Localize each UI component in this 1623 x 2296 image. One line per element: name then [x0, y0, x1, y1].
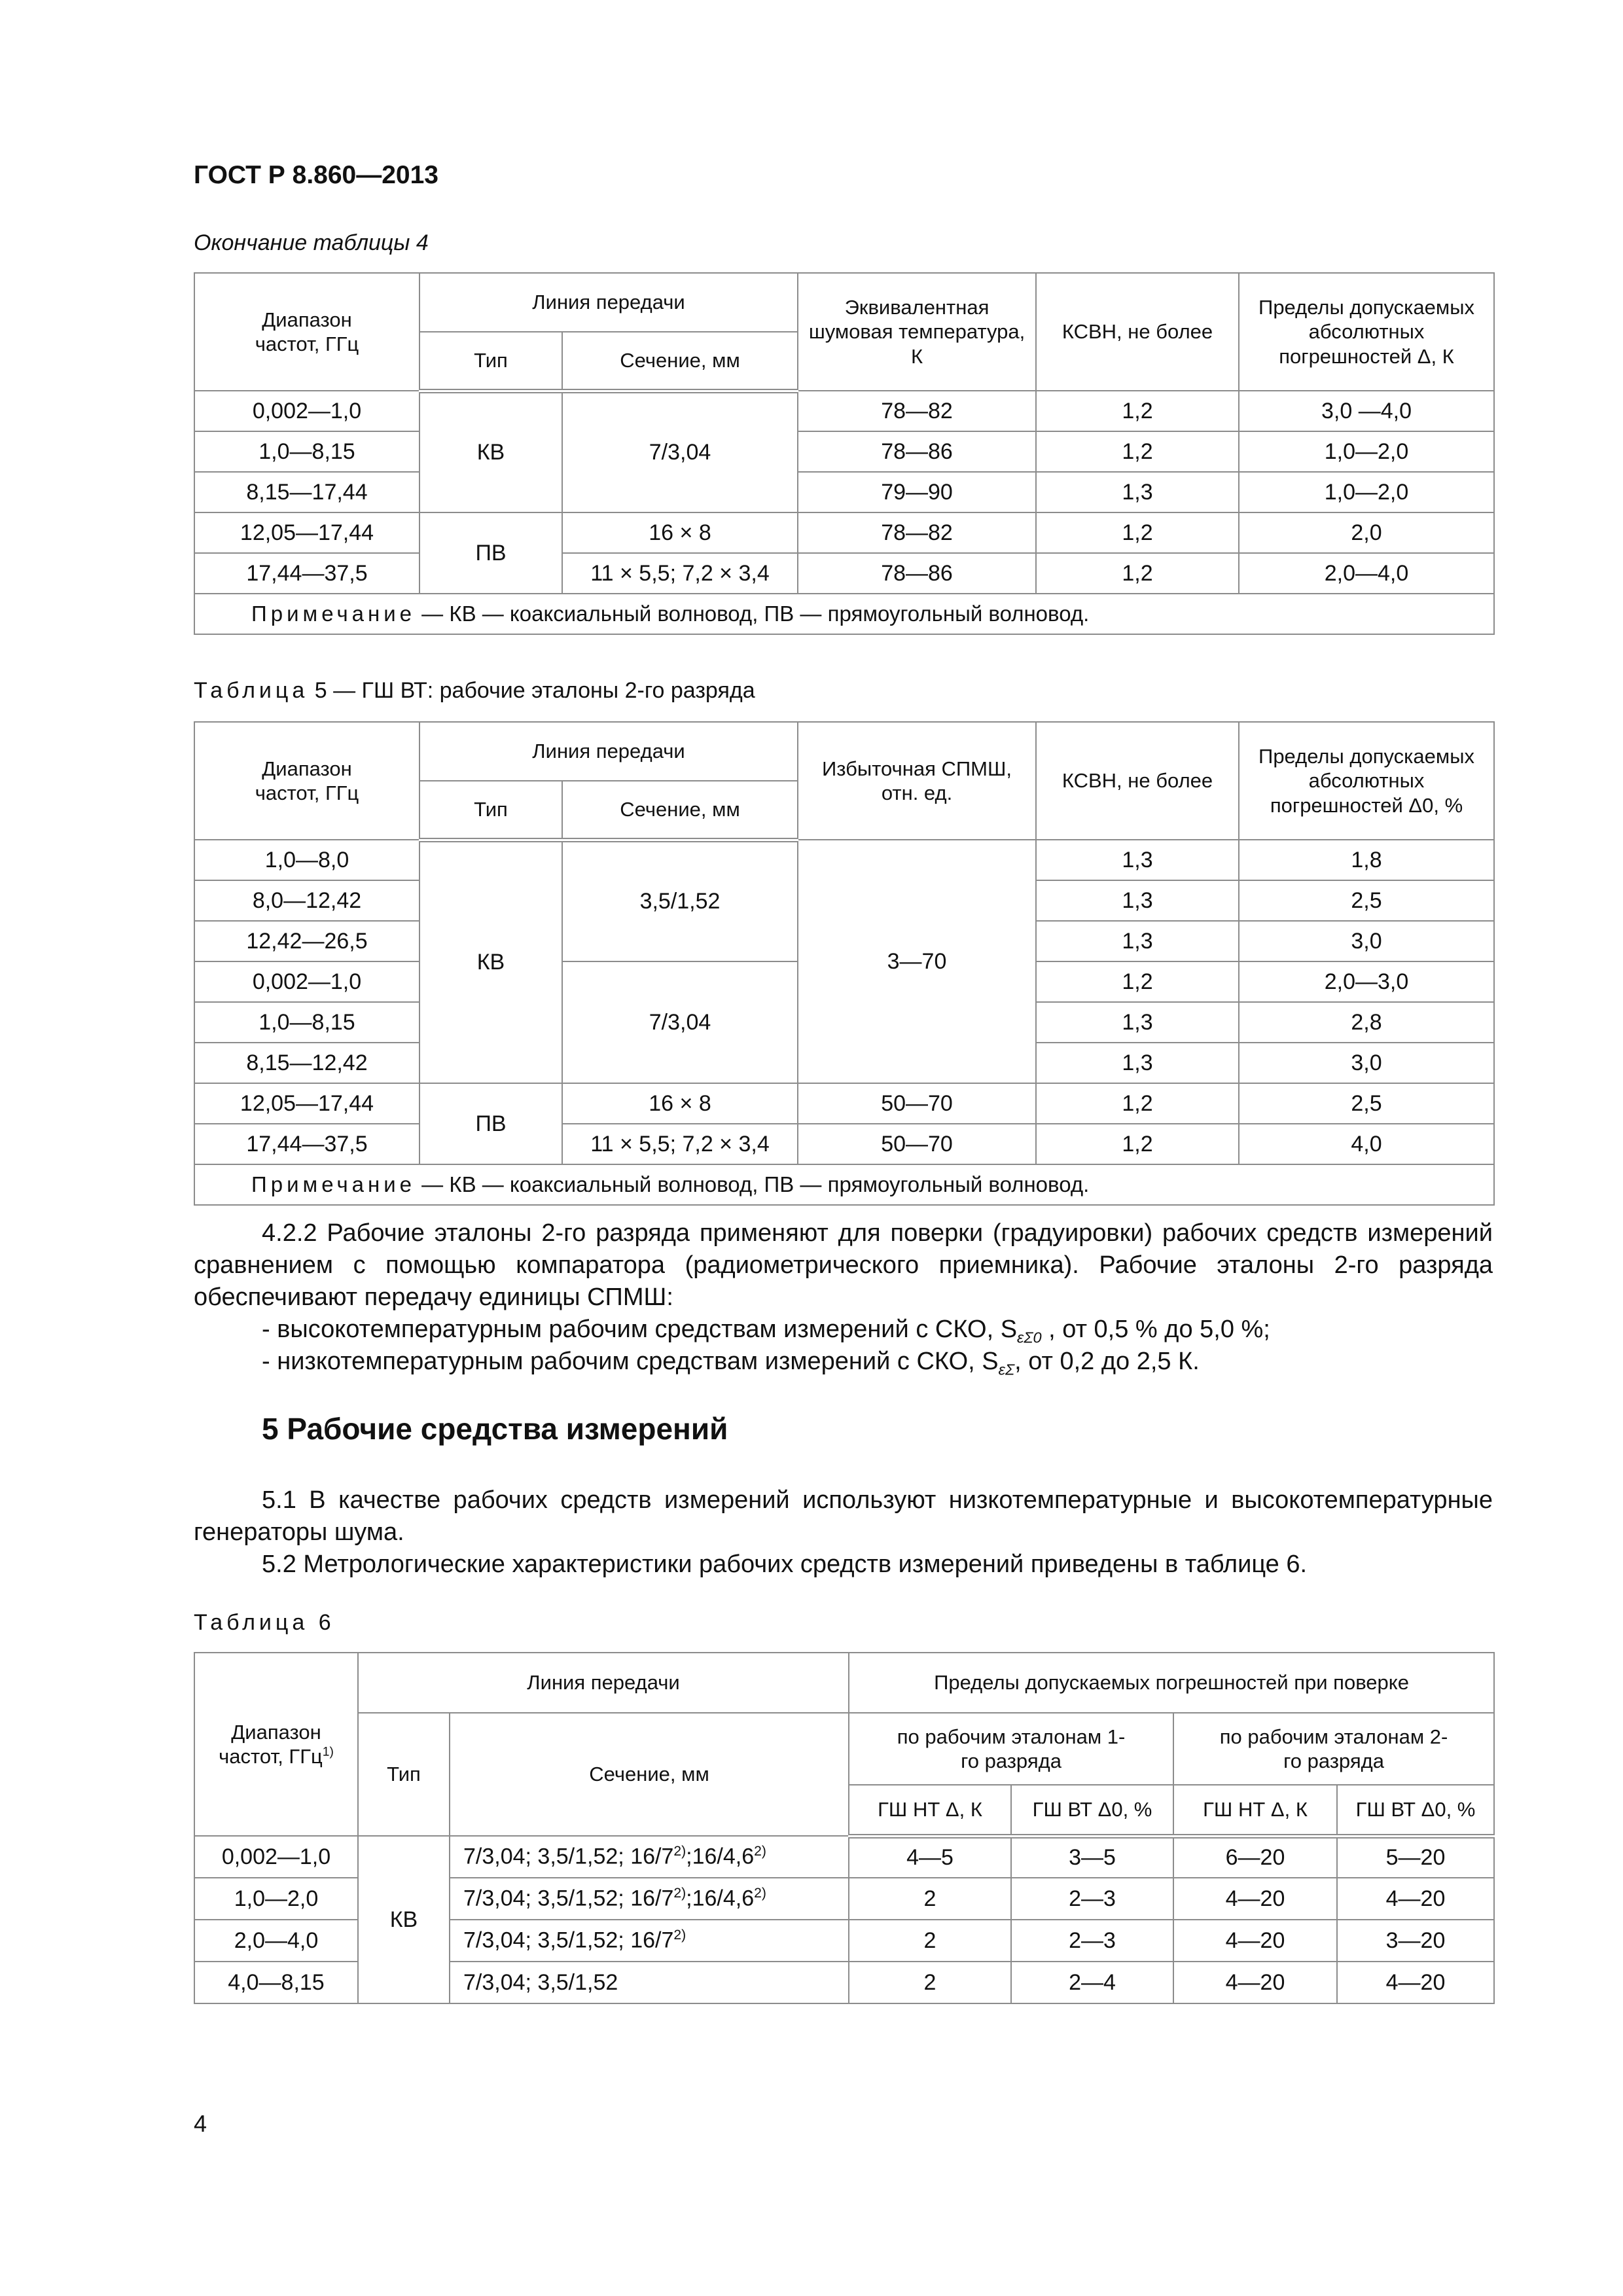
- table-cell: 2: [849, 1878, 1011, 1920]
- table4: [194, 272, 1495, 635]
- page-number: 4: [194, 2110, 207, 2137]
- table-cell: 2,5: [1239, 880, 1494, 921]
- table-cell: 1,0—8,15: [194, 431, 419, 472]
- table-cell: 78—82: [798, 512, 1036, 553]
- paragraph-4-2-2: 4.2.2 Рабочие эталоны 2-го разряда применяют для поверки (градуировки) рабочих средств измерений сравнением с помощью компаратора (радиометрического приемника). Рабочие эталоны 2-го разряда обеспечивают передачу единицы СПМШ:: [194, 1219, 1493, 1311]
- table-cell: 7/3,04; 3,5/1,52: [450, 1962, 849, 2003]
- table-cell: 78—86: [798, 431, 1036, 472]
- note-text: — КВ — коаксиальный волновод, ПВ — прямоугольный волновод.: [416, 601, 1090, 626]
- table-cell: 5—20: [1337, 1836, 1494, 1878]
- table-cell: 11 × 5,5; 7,2 × 3,4: [562, 553, 798, 594]
- table-cell: 78—86: [798, 553, 1036, 594]
- table-cell: 7/3,04; 3,5/1,52; 16/7$^{2)}$;16/4,6$^{2)}$: [450, 1836, 849, 1878]
- footnote-sup: 2): [754, 1886, 766, 1901]
- table-cell: 12,42—26,5: [194, 921, 419, 961]
- table-cell: 3—5: [1011, 1836, 1173, 1878]
- t6-header-range: [194, 1653, 358, 1836]
- table-cell: 3,0: [1239, 1043, 1494, 1083]
- table-cell: ПВ: [419, 512, 562, 594]
- t5-header-ksvn: КСВН, не более: [1036, 722, 1239, 840]
- table5: [194, 721, 1495, 1206]
- footnote-sup: 2): [673, 1886, 687, 1901]
- t6-header-line: Линия передачи: [358, 1653, 849, 1713]
- table-cell: 3—20: [1337, 1920, 1494, 1962]
- t6-header-c3: ГШ НТ Δ, К: [1173, 1785, 1337, 1836]
- table-cell: 1,0—8,15: [194, 1002, 419, 1043]
- table-cell: 78—82: [798, 391, 1036, 431]
- table-cell: 50—70: [798, 1083, 1036, 1124]
- table4-caption: Окончание таблицы 4: [194, 230, 429, 255]
- table5-note: [194, 1164, 1494, 1205]
- table-cell: 1,3: [1036, 880, 1239, 921]
- table6: [194, 1652, 1495, 2004]
- t5-header-limits: Пределы допускаемых абсолютных погрешностей Δ0, %: [1239, 722, 1494, 840]
- document-header: ГОСТ Р 8.860—2013: [194, 161, 438, 189]
- t6-header-group2: по рабочим эталонам 2-го разряда: [1173, 1713, 1494, 1785]
- table-cell: 1,3: [1036, 1002, 1239, 1043]
- table-cell: 2,0—4,0: [1239, 553, 1494, 594]
- paragraph-5-1: 5.1 В качестве рабочих средств измерений используют низкотемпературные и высокотемпературные генераторы шума.: [194, 1486, 1493, 1546]
- table-cell: 6—20: [1173, 1836, 1337, 1878]
- t5-header-line: Линия передачи: [419, 722, 798, 781]
- table-cell: 1,3: [1036, 921, 1239, 961]
- table-cell: 1,0—8,0: [194, 840, 419, 880]
- t6-header-c1: ГШ НТ Δ, К: [849, 1785, 1011, 1836]
- table-cell: 3—70: [798, 840, 1036, 1083]
- t6-header-type: Тип: [358, 1713, 450, 1836]
- table-cell: 2—3: [1011, 1878, 1173, 1920]
- table-cell: 3,0 —4,0: [1239, 391, 1494, 431]
- table-cell: 4—20: [1173, 1962, 1337, 2003]
- note-text: — КВ — коаксиальный волновод, ПВ — прямоугольный волновод.: [416, 1172, 1090, 1197]
- table-cell: 2—3: [1011, 1920, 1173, 1962]
- list-subscript: εΣ0: [1017, 1329, 1042, 1346]
- footnote-sup: 2): [673, 1928, 687, 1943]
- list-text: - низкотемпературным рабочим средствам измерений с СКО, S: [262, 1348, 999, 1375]
- t6-range-sup: 1): [322, 1745, 334, 1759]
- table-cell: 7/3,04; 3,5/1,52; 16/7$^{2)}$: [450, 1920, 849, 1962]
- table-cell: 1,0—2,0: [194, 1878, 358, 1920]
- table-cell: 11 × 5,5; 7,2 × 3,4: [562, 1124, 798, 1164]
- table-cell: 2,0—4,0: [194, 1920, 358, 1962]
- table4-note: [194, 594, 1494, 634]
- table-cell: 4,0—8,15: [194, 1962, 358, 2003]
- table-cell: 2,5: [1239, 1083, 1494, 1124]
- footnote-sup: 2): [673, 1844, 687, 1859]
- t6-header-limits: Пределы допускаемых погрешностей при поверке: [849, 1653, 1494, 1713]
- list-subscript: εΣ: [998, 1361, 1015, 1378]
- t5-header-spmsh: Избыточная СПМШ, отн. ед.: [798, 722, 1036, 840]
- table-cell: 1,3: [1036, 1043, 1239, 1083]
- t4-header-range: Диапазон частот, ГГц: [194, 273, 419, 391]
- table5-caption-label: Таблица: [194, 678, 309, 703]
- table-cell: 4—20: [1337, 1962, 1494, 2003]
- table-cell: 16 × 8: [562, 512, 798, 553]
- table-cell: 0,002—1,0: [194, 961, 419, 1002]
- table-cell: ПВ: [419, 1083, 562, 1164]
- table5-caption-text: 5 — ГШ ВТ: рабочие эталоны 2-го разряда: [308, 678, 755, 703]
- table-cell: 16 × 8: [562, 1083, 798, 1124]
- table-cell: 2: [849, 1962, 1011, 2003]
- note-label: Примечание: [251, 1172, 416, 1197]
- table-cell: 2—4: [1011, 1962, 1173, 2003]
- table5-caption: [194, 678, 755, 704]
- table-cell: 8,15—17,44: [194, 472, 419, 512]
- table-cell: 1,2: [1036, 512, 1239, 553]
- t4-header-type: Тип: [419, 332, 562, 391]
- table-cell: 1,3: [1036, 472, 1239, 512]
- table-cell: 8,15—12,42: [194, 1043, 419, 1083]
- table-cell: 2,8: [1239, 1002, 1494, 1043]
- t4-header-ksvn: КСВН, не более: [1036, 273, 1239, 391]
- t5-header-type: Тип: [419, 781, 562, 840]
- table-cell: 1,2: [1036, 1083, 1239, 1124]
- table6-caption: Таблица 6: [194, 1610, 335, 1635]
- table-cell: 4—20: [1173, 1920, 1337, 1962]
- table-cell: 50—70: [798, 1124, 1036, 1164]
- table-cell: 1,2: [1036, 553, 1239, 594]
- t5-header-range: Диапазон частот, ГГц: [194, 722, 419, 840]
- table-cell: КВ: [419, 840, 562, 1083]
- section-heading: 5 Рабочие средства измерений: [262, 1412, 728, 1446]
- table-cell: 2,0—3,0: [1239, 961, 1494, 1002]
- list-item: [262, 1346, 1200, 1386]
- list-text: - высокотемпературным рабочим средствам измерений с СКО, S: [262, 1316, 1018, 1343]
- table-cell: 7/3,04; 3,5/1,52; 16/7$^{2)}$;16/4,6$^{2)}$: [450, 1878, 849, 1920]
- table-cell: 4—20: [1173, 1878, 1337, 1920]
- table-cell: 12,05—17,44: [194, 1083, 419, 1124]
- t6-header-group1: по рабочим эталонам 1-го разряда: [849, 1713, 1173, 1785]
- table-cell: 12,05—17,44: [194, 512, 419, 553]
- table-cell: 0,002—1,0: [194, 1836, 358, 1878]
- table-cell: 4—20: [1337, 1878, 1494, 1920]
- table-cell: 2,0: [1239, 512, 1494, 553]
- table-cell: 4—5: [849, 1836, 1011, 1878]
- t6-header-c4: ГШ ВТ Δ0, %: [1337, 1785, 1494, 1836]
- t6-header-section: Сечение, мм: [450, 1713, 849, 1836]
- table-cell: 1,2: [1036, 961, 1239, 1002]
- table-cell: КВ: [419, 391, 562, 512]
- t4-header-limits: Пределы допускаемых абсолютных погрешностей Δ, К: [1239, 273, 1494, 391]
- table-cell: 1,2: [1036, 1124, 1239, 1164]
- t4-header-line: Линия передачи: [419, 273, 798, 332]
- table-cell: 1,0—2,0: [1239, 472, 1494, 512]
- table-cell: 4,0: [1239, 1124, 1494, 1164]
- table-cell: 1,2: [1036, 391, 1239, 431]
- t6-range-text: Диапазон частот, ГГц: [219, 1720, 323, 1768]
- paragraph-5-2: 5.2 Метрологические характеристики рабочих средств измерений приведены в таблице 6.: [262, 1551, 1308, 1578]
- footnote-sup: 2): [754, 1844, 766, 1859]
- t4-header-section: Сечение, мм: [562, 332, 798, 391]
- table-cell: 3,0: [1239, 921, 1494, 961]
- table-cell: 17,44—37,5: [194, 553, 419, 594]
- table-cell: 7/3,04: [562, 961, 798, 1083]
- table-cell: 3,5/1,52: [562, 840, 798, 961]
- t4-header-temp: Эквивалентная шумовая температура, К: [798, 273, 1036, 391]
- table-cell: 2: [849, 1920, 1011, 1962]
- table-cell: 7/3,04: [562, 391, 798, 512]
- table-cell: КВ: [358, 1836, 450, 2003]
- table-cell: 1,0—2,0: [1239, 431, 1494, 472]
- table-cell: 17,44—37,5: [194, 1124, 419, 1164]
- table-cell: 1,8: [1239, 840, 1494, 880]
- note-label: Примечание: [251, 601, 416, 626]
- list-text: , от 0,2 до 2,5 К.: [1014, 1348, 1200, 1375]
- table-cell: 1,3: [1036, 840, 1239, 880]
- list-text: , от 0,5 % до 5,0 %;: [1041, 1316, 1270, 1343]
- table-cell: 8,0—12,42: [194, 880, 419, 921]
- table-cell: 0,002—1,0: [194, 391, 419, 431]
- table-cell: 79—90: [798, 472, 1036, 512]
- t6-header-c2: ГШ ВТ Δ0, %: [1011, 1785, 1173, 1836]
- t5-header-section: Сечение, мм: [562, 781, 798, 840]
- table-cell: 1,2: [1036, 431, 1239, 472]
